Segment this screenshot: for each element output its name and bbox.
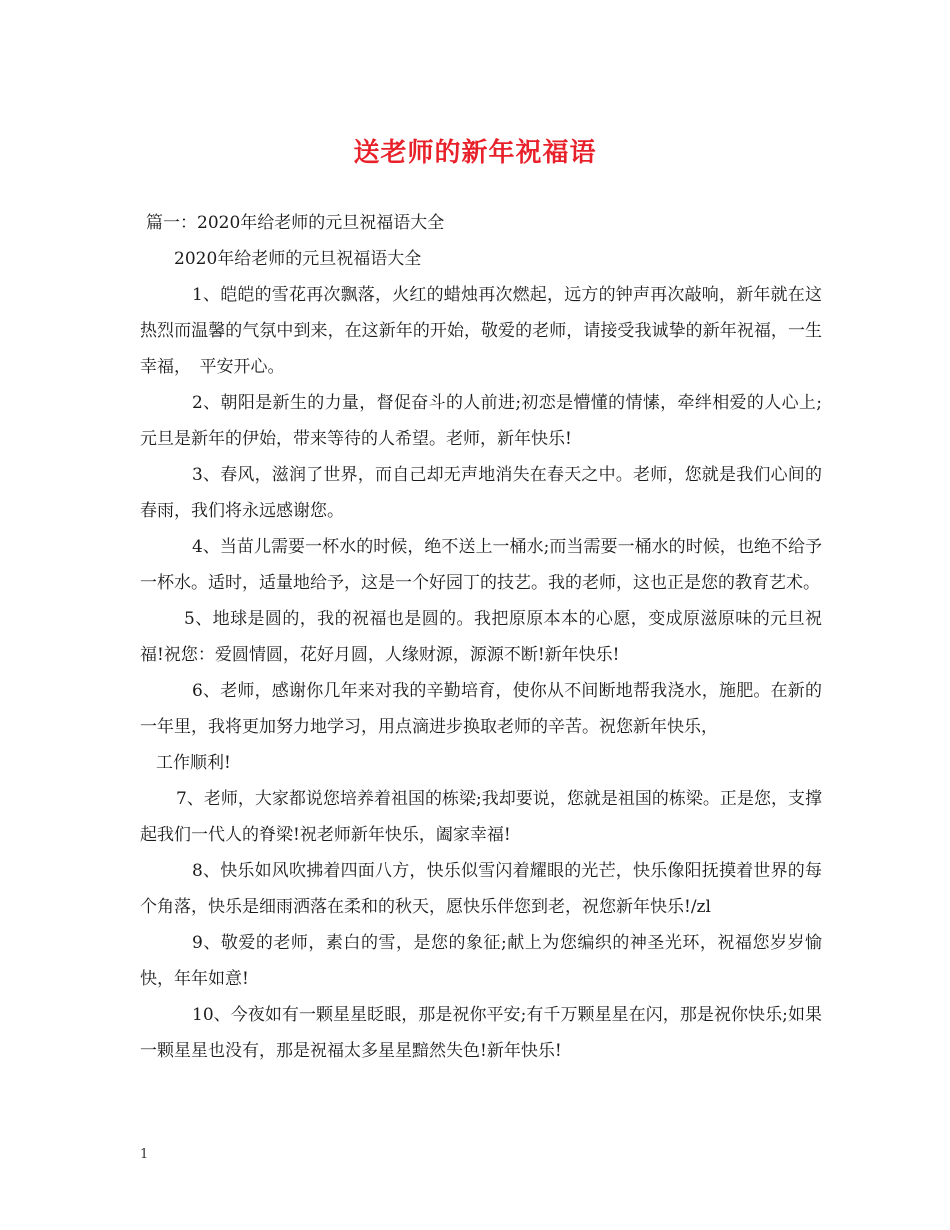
document-body: [140, 205, 822, 1069]
paragraph-3: 3、春风，滋润了世界，而自己却无声地消失在春天之中。老师，您就是我们心间的春雨，我们将永远感谢您。: [140, 465, 822, 521]
paragraph-2: 2、朝阳是新生的力量，督促奋斗的人前进;初恋是懵懂的情愫，牵绊相爱的人心上;元旦是新年的伊始，带来等待的人希望。老师，新年快乐!: [140, 393, 822, 449]
document-title: 送老师的新年祝福语: [353, 138, 597, 168]
paragraph-4: 4、当苗儿需要一杯水的时候，绝不送上一桶水;而当需要一桶水的时候，也绝不给予一杯水。适时，适量地给予，这是一个好园丁的技艺。我的老师，这也正是您的教育艺术。: [140, 537, 822, 593]
paragraph-9: 9、敬爱的老师，素白的雪，是您的象征;献上为您编织的神圣光环，祝福您岁岁愉快，年年如意!: [140, 933, 822, 989]
paragraph-6-continued: 工作顺利!: [156, 753, 231, 773]
paragraph-8: 8、快乐如风吹拂着四面八方，快乐似雪闪着耀眼的光芒，快乐像阳抚摸着世界的每个角落，快乐是细雨洒落在柔和的秋天，愿快乐伴您到老，祝您新年快乐!/zl: [140, 861, 822, 917]
paragraph-10: 10、今夜如有一颗星星眨眼，那是祝你平安;有千万颗星星在闪，那是祝你快乐;如果一颗星星也没有，那是祝福太多星星黯然失色!新年快乐!: [140, 1005, 822, 1061]
section-heading: 篇一：2020年给老师的元旦祝福语大全: [146, 213, 445, 233]
paragraph-5: 5、地球是圆的，我的祝福也是圆的。我把原原本本的心愿，变成原滋原味的元旦祝福!祝您：爱圆情圆，花好月圆，人缘财源，源源不断!新年快乐!: [140, 609, 822, 665]
section-subheading: 2020年给老师的元旦祝福语大全: [174, 249, 422, 269]
paragraph-7: 7、老师，大家都说您培养着祖国的栋梁;我却要说，您就是祖国的栋梁。正是您，支撑起我们一代人的脊梁!祝老师新年快乐，阖家幸福!: [140, 789, 822, 845]
paragraph-1: 1、皑皑的雪花再次飘落，火红的蜡烛再次燃起，远方的钟声再次敲响，新年就在这热烈而温馨的气氛中到来，在这新年的开始，敬爱的老师，请接受我诚挚的新年祝福，一生幸福， 平安开心。: [140, 285, 822, 377]
page-number: 1: [140, 1147, 149, 1162]
paragraph-6: 6、老师，感谢你几年来对我的辛勤培育，使你从不间断地帮我浇水，施肥。在新的一年里，我将更加努力地学习，用点滴进步换取老师的辛苦。祝您新年快乐，: [140, 681, 822, 737]
